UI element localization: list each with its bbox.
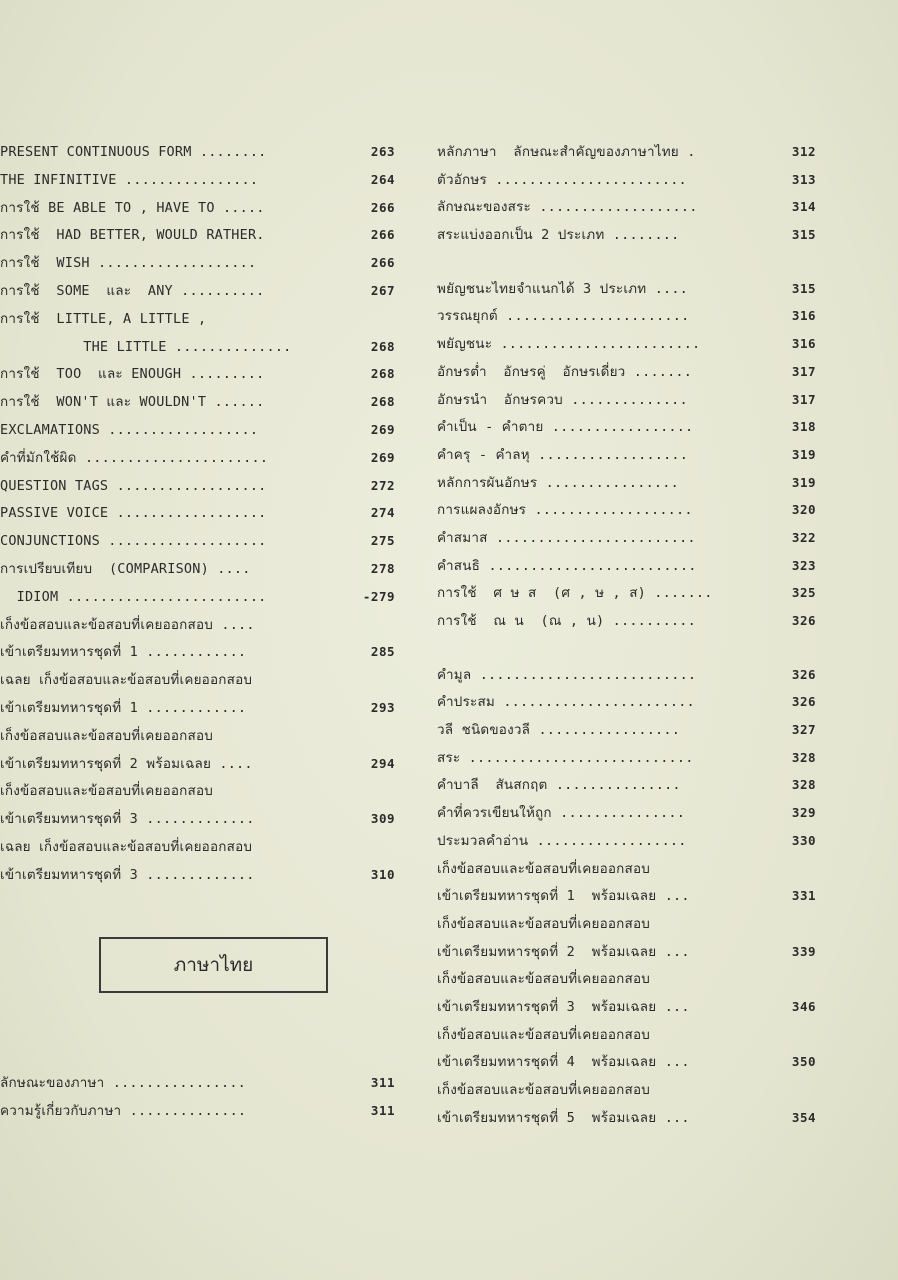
toc-entry	[0, 141, 395, 169]
toc-entry-page: 325	[791, 585, 816, 601]
toc-entry	[433, 858, 828, 886]
toc-entry-title: การแผลงอักษร ...................	[437, 502, 693, 519]
toc-entry-title: เก็งข้อสอบและข้อสอบที่เคยออกสอบ	[437, 971, 651, 988]
toc-entry-page: 330	[791, 832, 816, 848]
toc-entry-page: 266	[370, 227, 395, 243]
toc-entry-page: 314	[791, 199, 816, 215]
toc-entry-title: เก็งข้อสอบและข้อสอบที่เคยออกสอบ	[437, 860, 651, 877]
toc-entry-page: 320	[791, 502, 816, 518]
toc-entry-title: CONJUNCTIONS ...................	[0, 533, 267, 550]
toc-entry-page: 268	[370, 366, 395, 382]
toc-entry-title: PASSIVE VOICE ..................	[0, 505, 267, 522]
toc-entry-title: หลักภาษา ลักษณะสำคัญของภาษาไทย .	[437, 144, 696, 160]
toc-entry-title: คำที่ควรเขียนให้ถูก ...............	[437, 805, 686, 822]
toc-entry	[433, 361, 828, 389]
toc-entry	[0, 641, 395, 669]
toc-entry	[0, 419, 395, 447]
toc-entry	[433, 941, 828, 969]
toc-entry-page: 328	[791, 777, 816, 793]
toc-entry	[0, 475, 395, 503]
toc-entry-page: 278	[370, 560, 395, 576]
toc-entry-page: 263	[370, 144, 395, 159]
toc-entry	[433, 499, 828, 527]
toc-entry	[433, 196, 828, 224]
toc-entry	[433, 802, 828, 830]
toc-entry-title: การใช้ ศ ษ ส (ศ , ษ , ส) .......	[437, 585, 713, 602]
toc-entry	[433, 141, 828, 169]
toc-entry	[433, 527, 828, 555]
toc-entry	[433, 472, 828, 500]
toc-entry-title: เข้าเตรียมทหารชุดที่ 2 พร้อมเฉลย ....	[0, 755, 253, 772]
toc-entry-title: คำบาลี สันสกฤต ...............	[437, 777, 681, 794]
toc-entry	[433, 996, 828, 1024]
toc-entry-page: 315	[791, 280, 816, 296]
toc-entry-page: 322	[791, 529, 816, 545]
toc-entry-title: เก็งข้อสอบและข้อสอบที่เคยออกสอบ	[437, 915, 651, 932]
toc-entry	[433, 1079, 828, 1107]
toc-entry-title: การใช้ LITTLE, A LITTLE ,	[0, 310, 207, 327]
toc-entry-title: QUESTION TAGS ..................	[0, 477, 267, 494]
toc-right-column	[433, 141, 828, 1134]
toc-entry-title: สระ ...........................	[437, 749, 694, 766]
toc-entry-title: คำครุ - คำลหุ ..................	[437, 446, 689, 463]
toc-entry-page: 339	[791, 943, 816, 959]
toc-entry	[0, 224, 395, 252]
toc-entry	[433, 691, 828, 719]
toc-entry-title: อักษรนำ อักษรควบ ..............	[437, 391, 688, 408]
toc-entry-page: 294	[370, 755, 395, 771]
toc-entry-page: 327	[791, 722, 816, 738]
toc-entry	[0, 391, 395, 419]
toc-entry-title: การใช้ HAD BETTER, WOULD RATHER.	[0, 227, 265, 244]
toc-entry-page: 311	[370, 1102, 395, 1118]
toc-entry	[0, 169, 395, 197]
toc-entry-page: 326	[791, 666, 816, 682]
toc-entry	[433, 224, 828, 252]
toc-entry-page: 268	[370, 338, 395, 354]
thai-section-heading-box	[99, 937, 328, 993]
toc-entry	[0, 447, 395, 475]
toc-entry-title: เฉลย เก็งข้อสอบและข้อสอบที่เคยออกสอบ	[0, 672, 253, 689]
toc-entry-title: หลักการผันอักษร ................	[437, 474, 679, 491]
toc-entry-page: 266	[370, 199, 395, 215]
toc-entry-page: 319	[791, 474, 816, 490]
toc-entry-page: 269	[370, 449, 395, 465]
toc-entry	[0, 808, 395, 836]
toc-entry	[0, 753, 395, 781]
toc-entry-page: 272	[370, 477, 395, 493]
toc-entry-title: การใช้ ณ น (ณ , น) ..........	[437, 613, 696, 629]
toc-entry	[433, 1024, 828, 1052]
toc-entry	[433, 1051, 828, 1079]
toc-entry	[433, 830, 828, 858]
toc-entry-title: ลักษณะของภาษา ................	[0, 1075, 246, 1091]
toc-entry	[433, 774, 828, 802]
toc-entry	[433, 1107, 828, 1135]
toc-entry-title: เก็งข้อสอบและข้อสอบที่เคยออกสอบ	[0, 727, 214, 744]
toc-entry	[433, 389, 828, 417]
toc-entry-title: คำที่มักใช้ผิด ......................	[0, 449, 269, 466]
toc-entry	[433, 885, 828, 913]
toc-entry-title: เข้าเตรียมทหารชุดที่ 1 ............	[0, 644, 247, 661]
toc-entry	[0, 1100, 395, 1128]
toc-entry-title: คำสนธิ .........................	[437, 557, 697, 574]
toc-entry	[0, 558, 395, 586]
toc-left-column	[0, 141, 395, 892]
toc-entry	[0, 725, 395, 753]
toc-entry	[0, 530, 395, 558]
toc-entry-title: ความรู้เกี่ยวกับภาษา ..............	[0, 1102, 247, 1119]
toc-entry-page: 329	[791, 805, 816, 821]
toc-entry-title: เข้าเตรียมทหารชุดที่ 1 ............	[0, 699, 247, 716]
toc-entry-title: ประมวลคำอ่าน ..................	[437, 832, 687, 849]
toc-entry-title: สระแบ่งออกเป็น 2 ประเภท ........	[437, 227, 680, 244]
toc-entry-title: เข้าเตรียมทหารชุดที่ 4 พร้อมเฉลย ...	[437, 1054, 690, 1071]
toc-entry	[0, 502, 395, 530]
section-gap	[433, 252, 828, 278]
toc-entry-page: 312	[791, 144, 816, 159]
toc-entry-title: เข้าเตรียมทหารชุดที่ 3 .............	[0, 811, 255, 828]
toc-entry-page: 313	[791, 171, 816, 187]
toc-entry-title: คำประสม .......................	[437, 694, 695, 711]
toc-entry-title: ลักษณะของสระ ...................	[437, 199, 698, 216]
toc-entry-title: การใช้ WISH ...................	[0, 255, 257, 272]
toc-entry	[0, 197, 395, 225]
toc-entry-title: ตัวอักษร .......................	[437, 171, 687, 188]
toc-entry-page: 316	[791, 308, 816, 324]
toc-entry	[0, 697, 395, 725]
toc-entry	[433, 610, 828, 638]
toc-entry-title: เก็งข้อสอบและข้อสอบที่เคยออกสอบ	[437, 1082, 651, 1098]
toc-entry	[0, 669, 395, 697]
toc-entry-title: การใช้ TOO และ ENOUGH .........	[0, 366, 265, 383]
toc-entry	[433, 555, 828, 583]
toc-entry-page: 331	[791, 888, 816, 904]
toc-entry-title: วลี ชนิดของวลี .................	[437, 722, 681, 739]
toc-entry	[0, 363, 395, 391]
toc-entry-title: เก็งข้อสอบและข้อสอบที่เคยออกสอบ	[437, 1026, 651, 1043]
toc-entry	[433, 416, 828, 444]
toc-entry	[0, 864, 395, 892]
toc-entry-page: 326	[791, 613, 816, 628]
toc-entry-title: พยัญชนะไทยจำแนกได้ 3 ประเภท ....	[437, 280, 689, 297]
toc-entry-page: 317	[791, 363, 816, 379]
toc-entry-page: 275	[370, 533, 395, 549]
toc-entry	[433, 333, 828, 361]
toc-entry	[433, 278, 828, 306]
toc-entry	[433, 305, 828, 333]
toc-entry-page: 269	[370, 421, 395, 437]
toc-entry	[0, 252, 395, 280]
toc-entry	[433, 913, 828, 941]
toc-entry-title: การเปรียบเทียบ (COMPARISON) ....	[0, 560, 251, 577]
toc-entry-title: เข้าเตรียมทหารชุดที่ 3 .............	[0, 866, 255, 883]
toc-entry	[0, 586, 395, 614]
toc-entry-title: เข้าเตรียมทหารชุดที่ 2 พร้อมเฉลย ...	[437, 943, 690, 960]
toc-entry-title: อักษรต่ำ อักษรคู่ อักษรเดี่ยว .......	[437, 363, 693, 380]
toc-entry-title: เก็งข้อสอบและข้อสอบที่เคยออกสอบ ....	[0, 616, 255, 633]
toc-entry-page: 267	[370, 282, 395, 298]
toc-entry-page: 315	[791, 227, 816, 243]
toc-entry-page: 317	[791, 391, 816, 407]
toc-entry-title: คำสมาส ........................	[437, 529, 696, 546]
toc-entry-page: 326	[791, 694, 816, 710]
toc-entry	[0, 836, 395, 864]
toc-entry-page: 354	[791, 1109, 816, 1125]
toc-entry-page: -279	[362, 588, 395, 604]
toc-entry-title: เข้าเตรียมทหารชุดที่ 1 พร้อมเฉลย ...	[437, 888, 690, 905]
toc-entry	[433, 169, 828, 197]
toc-entry-title: การใช้ WON'T และ WOULDN'T ......	[0, 394, 265, 411]
toc-entry	[433, 582, 828, 610]
toc-entry	[433, 747, 828, 775]
toc-entry-title: EXCLAMATIONS ..................	[0, 421, 259, 438]
toc-entry-page: 293	[370, 699, 395, 715]
toc-entry-page: 266	[370, 255, 395, 271]
toc-entry-title: เฉลย เก็งข้อสอบและข้อสอบที่เคยออกสอบ	[0, 838, 253, 855]
toc-entry-page: 311	[370, 1075, 395, 1090]
toc-entry-page: 309	[370, 811, 395, 827]
thai-section-title: ภาษาไทย	[173, 954, 254, 976]
toc-entry-title: THE LITTLE ..............	[0, 338, 292, 355]
toc-entry	[0, 1072, 395, 1100]
toc-entry-page: 316	[791, 336, 816, 352]
toc-entry-title: คำเป็น - คำตาย .................	[437, 419, 694, 436]
toc-entry	[433, 968, 828, 996]
toc-entry-page: 323	[791, 557, 816, 573]
toc-entry-page: 318	[791, 419, 816, 435]
toc-entry-page: 350	[791, 1054, 816, 1070]
toc-entry-page: 285	[370, 644, 395, 660]
toc-entry	[433, 719, 828, 747]
toc-entry-page: 264	[370, 171, 395, 187]
toc-entry	[0, 336, 395, 364]
toc-entry	[0, 780, 395, 808]
toc-entry	[433, 444, 828, 472]
toc-entry-title: PRESENT CONTINUOUS FORM ........	[0, 144, 267, 160]
section-gap	[433, 638, 828, 664]
toc-entry-page: 346	[791, 998, 816, 1014]
toc-entry	[433, 664, 828, 692]
toc-entry-title: IDIOM ........................	[0, 588, 267, 605]
toc-entry-title: วรรณยุกต์ ......................	[437, 308, 690, 325]
toc-entry-title: เข้าเตรียมทหารชุดที่ 3 พร้อมเฉลย ...	[437, 998, 690, 1015]
toc-entry-title: การใช้ SOME และ ANY ..........	[0, 282, 265, 299]
toc-entry-title: พยัญชนะ ........................	[437, 336, 701, 353]
toc-entry	[0, 614, 395, 642]
toc-entry-title: เข้าเตรียมทหารชุดที่ 5 พร้อมเฉลย ...	[437, 1109, 690, 1126]
toc-entry-page: 328	[791, 749, 816, 765]
toc-left-bottom	[0, 1072, 395, 1128]
toc-entry	[0, 280, 395, 308]
toc-entry-title: เก็งข้อสอบและข้อสอบที่เคยออกสอบ	[0, 783, 214, 800]
toc-entry-title: การใช้ BE ABLE TO , HAVE TO .....	[0, 199, 265, 216]
toc-entry-page: 274	[370, 505, 395, 521]
toc-entry-page: 268	[370, 394, 395, 410]
toc-entry-title: THE INFINITIVE ................	[0, 171, 259, 188]
toc-entry-page: 310	[370, 866, 395, 882]
toc-entry	[0, 308, 395, 336]
toc-entry-title: คำมูล ..........................	[437, 666, 697, 683]
toc-entry-page: 319	[791, 446, 816, 462]
